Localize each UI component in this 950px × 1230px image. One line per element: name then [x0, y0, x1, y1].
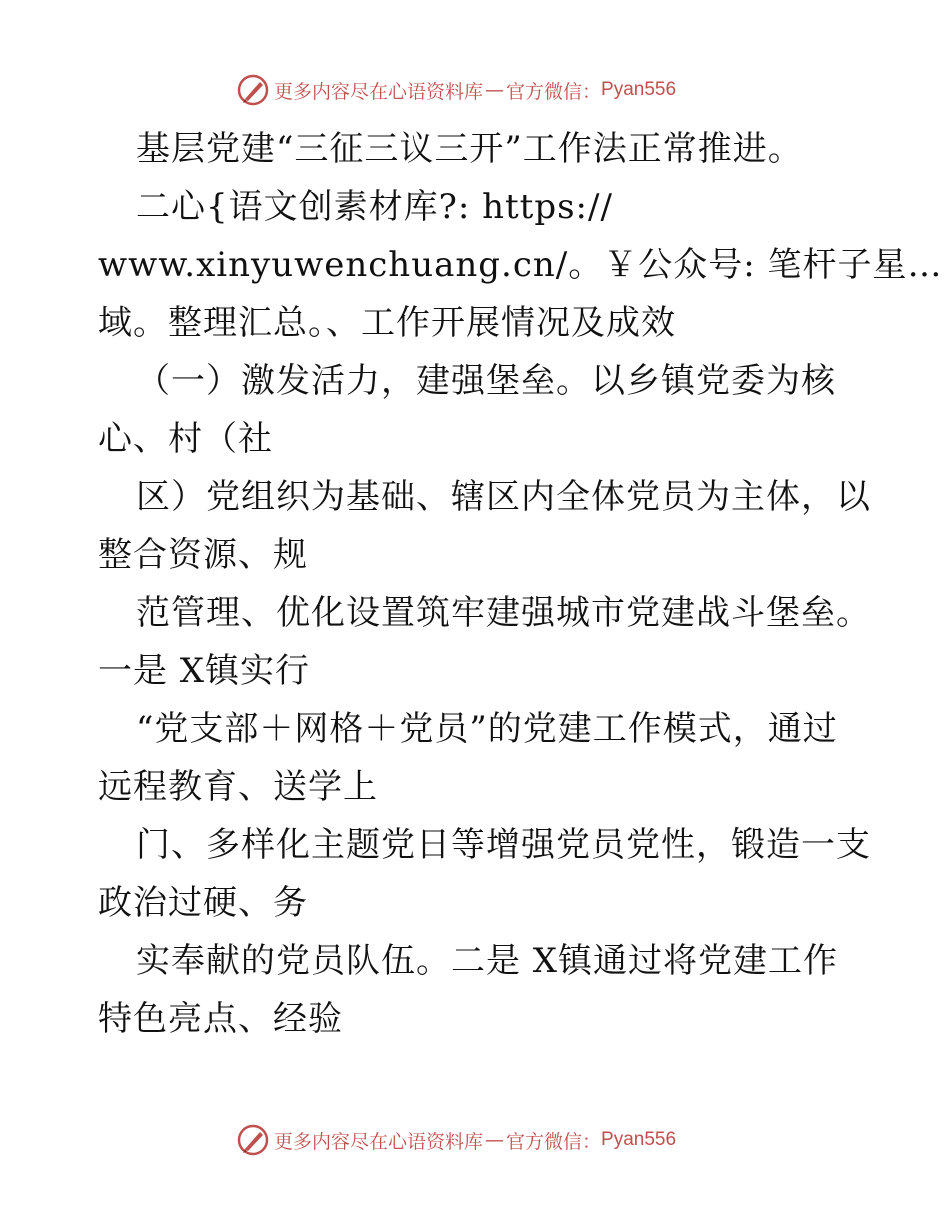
body-line: 特色亮点、经验	[98, 999, 343, 1039]
banner-brand-text: 更多内容尽在心语资料库	[274, 80, 484, 103]
footer-banner	[236, 1122, 676, 1158]
quill-pen-logo-icon	[236, 1123, 270, 1157]
quill-pen-logo-icon	[236, 73, 270, 107]
banner-wechat-label: 官方微信：	[506, 1130, 602, 1153]
body-line: 一是 X镇实行	[98, 651, 311, 691]
banner-separator: —	[485, 1129, 505, 1151]
body-line: 远程教育、送学上	[98, 767, 378, 807]
body-line: 政治过硬、务	[98, 883, 308, 923]
body-line: （一）激发活力，建强堡垒。以乡镇党委为核	[136, 361, 836, 401]
body-line: 实奉献的党员队伍。二是 X镇通过将党建工作	[136, 941, 839, 981]
header-banner	[236, 72, 676, 108]
banner-separator: —	[485, 79, 505, 101]
banner-wechat-id: Pyan556	[601, 79, 677, 100]
body-line: www.xinyuwenchuang.cn/。￥公众号: 笔杆子星…	[98, 245, 943, 285]
banner-wechat-label: 官方微信：	[506, 80, 602, 103]
body-line: 基层党建“三征三议三开”工作法正常推进。	[136, 129, 803, 169]
body-line: 区）党组织为基础、辖区内全体党员为主体，以	[136, 477, 871, 517]
body-line: 二心{语文创素材库?: https://	[136, 187, 613, 227]
banner-wechat-id: Pyan556	[601, 1129, 677, 1150]
body-line: 心、村（社	[98, 419, 273, 459]
body-line: 范管理、优化设置筑牢建强城市党建战斗堡垒。	[136, 593, 871, 633]
body-line: 整合资源、规	[98, 535, 308, 575]
body-line: “党支部＋网格＋党员”的党建工作模式，通过	[136, 709, 838, 749]
banner-brand-text: 更多内容尽在心语资料库	[274, 1130, 484, 1153]
body-line: 门、多样化主题党日等增强党员党性，锻造一支	[136, 825, 871, 865]
body-line: 域。整理汇总。、工作开展情况及成效	[98, 303, 676, 343]
